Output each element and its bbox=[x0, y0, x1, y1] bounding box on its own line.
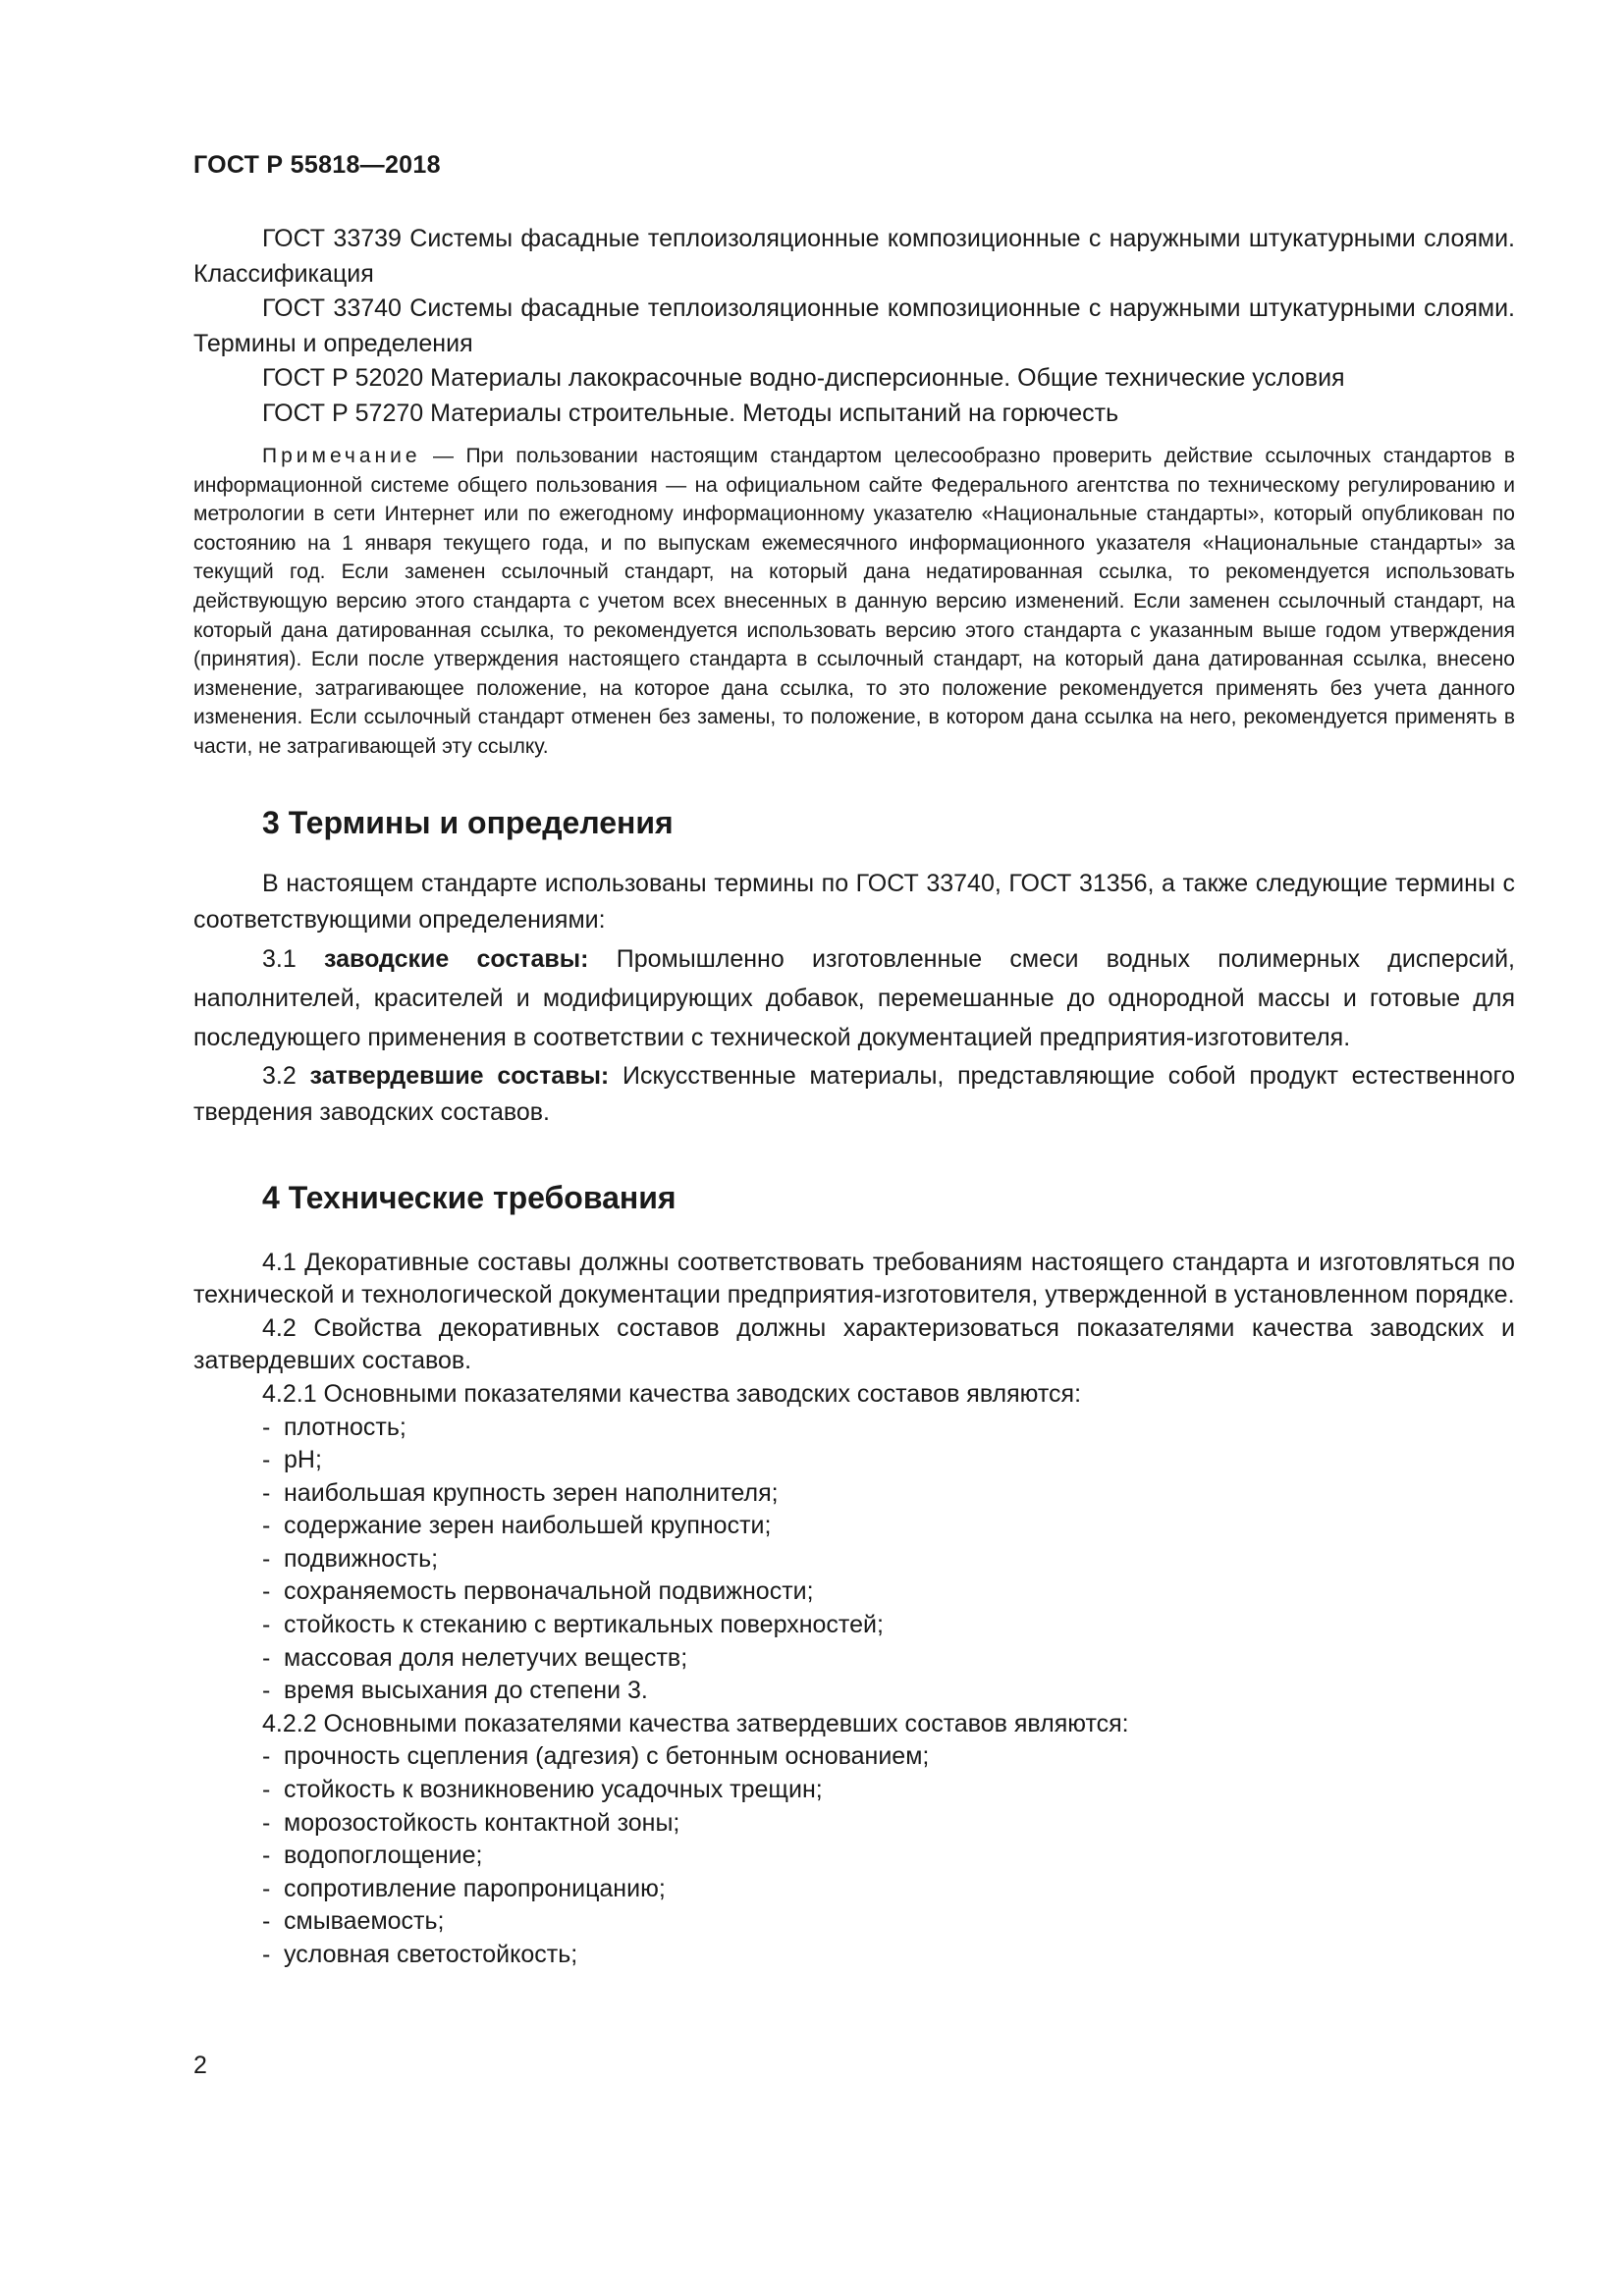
list-item: - смываемость; bbox=[262, 1905, 1515, 1939]
clause-4-1: 4.1 Декоративные составы должны соответствовать требованиям настоящего стандарта и изготовляться по технической и технологической документации предприятия-изготовителя, утвержденной в установленном порядке. bbox=[193, 1248, 1515, 1309]
reference-item: ГОСТ 33740 Системы фасадные теплоизоляционные композиционные с наружными штукатурными слоями. Термины и определения bbox=[193, 294, 1515, 357]
list-item: - сохраняемость первоначальной подвижности; bbox=[262, 1575, 1515, 1609]
page-number: 2 bbox=[193, 2052, 207, 2079]
note-text: — При пользовании настоящим стандартом целесообразно проверить действие ссылочных стандартов в информационной системе общего пользования — на официальном сайте Федерального агентства по техническому регулированию и метрологии в сети Интернет или по ежегодному информационному указателю «Национальные стандарты», который опубликован по состоянию на 1 января текущего года, и по выпускам ежемесячного информационного указателя «Национальные стандарты» за текущий год. Если заменен ссылочный стандарт, на который дана недатированная ссылка, то рекомендуется использовать действующую версию этого стандарта с учетом всех внесенных в данную версию изменений. Если заменен ссылочный стандарт, на который дана датированная ссылка, то рекомендуется использовать версию этого стандарта с указанным выше годом утверждения (принятия). Если после утверждения настоящего стандарта в ссылочный стандарт, на который дана датированная ссылка, внесено изменение, затрагивающее положение, на которое дана ссылка, то это положение рекомендуется применять без учета данного изменения. Если ссылочный стандарт отменен без замены, то положение, в котором дана ссылка на него, рекомендуется применять в части, не затрагивающей эту ссылку. bbox=[193, 445, 1515, 758]
definition-text: Искусственные материалы, представляющие собой продукт естественного твердения заводских составов. bbox=[193, 1061, 1515, 1126]
list-item: - морозостойкость контактной зоны; bbox=[262, 1807, 1515, 1841]
list-item: - наибольшая крупность зерен наполнителя; bbox=[262, 1477, 1515, 1511]
definition-3-2 bbox=[193, 1058, 1515, 1131]
section-3-title: 3 Термины и определения bbox=[262, 804, 674, 840]
clause-4-2-1: 4.2.1 Основными показателями качества заводских составов являются: bbox=[262, 1379, 1082, 1408]
section-4-title: 4 Технические требования bbox=[262, 1179, 677, 1215]
list-item: - прочность сцепления (адгезия) с бетонным основанием; bbox=[262, 1740, 1515, 1774]
definition-number: 3.2 bbox=[262, 1061, 297, 1090]
reference-item: ГОСТ Р 52020 Материалы лакокрасочные водно-дисперсионные. Общие технические условия bbox=[262, 364, 1345, 392]
document-code-header: ГОСТ Р 55818—2018 bbox=[193, 151, 441, 179]
list-item: - pH; bbox=[262, 1444, 1515, 1477]
list-item: - условная светостойкость; bbox=[262, 1939, 1515, 1972]
clause-4-2-2: 4.2.2 Основными показателями качества затвердевших составов являются: bbox=[262, 1709, 1129, 1737]
definition-number: 3.1 bbox=[262, 944, 297, 973]
list-item: - плотность; bbox=[262, 1412, 1515, 1445]
list-item: - стойкость к стеканию с вертикальных поверхностей; bbox=[262, 1609, 1515, 1642]
definition-term: заводские составы: bbox=[324, 944, 589, 973]
list-item: - содержание зерен наибольшей крупности; bbox=[262, 1510, 1515, 1543]
section-3-body bbox=[193, 866, 1515, 1131]
section-3-intro: В настоящем стандарте использованы термины по ГОСТ 33740, ГОСТ 31356, а также следующие термины с соответствующими определениями: bbox=[193, 869, 1515, 934]
reference-note bbox=[193, 442, 1515, 762]
section-4-body bbox=[193, 1247, 1515, 1972]
factory-quality-list bbox=[193, 1412, 1515, 1708]
list-item: - время высыхания до степени 3. bbox=[262, 1675, 1515, 1708]
definition-term: затвердевшие составы: bbox=[309, 1061, 610, 1090]
reference-item: ГОСТ Р 57270 Материалы строительные. Методы испытаний на горючесть bbox=[262, 399, 1119, 427]
reference-item: ГОСТ 33739 Системы фасадные теплоизоляционные композиционные с наружными штукатурными слоями. Классификация bbox=[193, 225, 1515, 288]
page-content bbox=[193, 222, 1515, 1972]
clause-4-2: 4.2 Свойства декоративных составов должны характеризоваться показателями качества заводских и затвердевших составов. bbox=[193, 1313, 1515, 1375]
list-item: - водопоглощение; bbox=[262, 1840, 1515, 1873]
list-item: - сопротивление паропроницанию; bbox=[262, 1873, 1515, 1906]
list-item: - подвижность; bbox=[262, 1543, 1515, 1576]
definition-text: Промышленно изготовленные смеси водных полимерных дисперсий, наполнителей, красителей и модифицирующих добавок, перемешанные до однородной массы и готовые для последующего применения в соответствии с технической документацией предприятия-изготовителя. bbox=[193, 944, 1515, 1051]
definition-3-1 bbox=[193, 939, 1515, 1057]
list-item: - массовая доля нелетучих веществ; bbox=[262, 1642, 1515, 1676]
note-label: Примечание bbox=[262, 445, 421, 467]
hardened-quality-list bbox=[193, 1740, 1515, 1971]
normative-references bbox=[193, 222, 1515, 431]
list-item: - стойкость к возникновению усадочных трещин; bbox=[262, 1774, 1515, 1807]
